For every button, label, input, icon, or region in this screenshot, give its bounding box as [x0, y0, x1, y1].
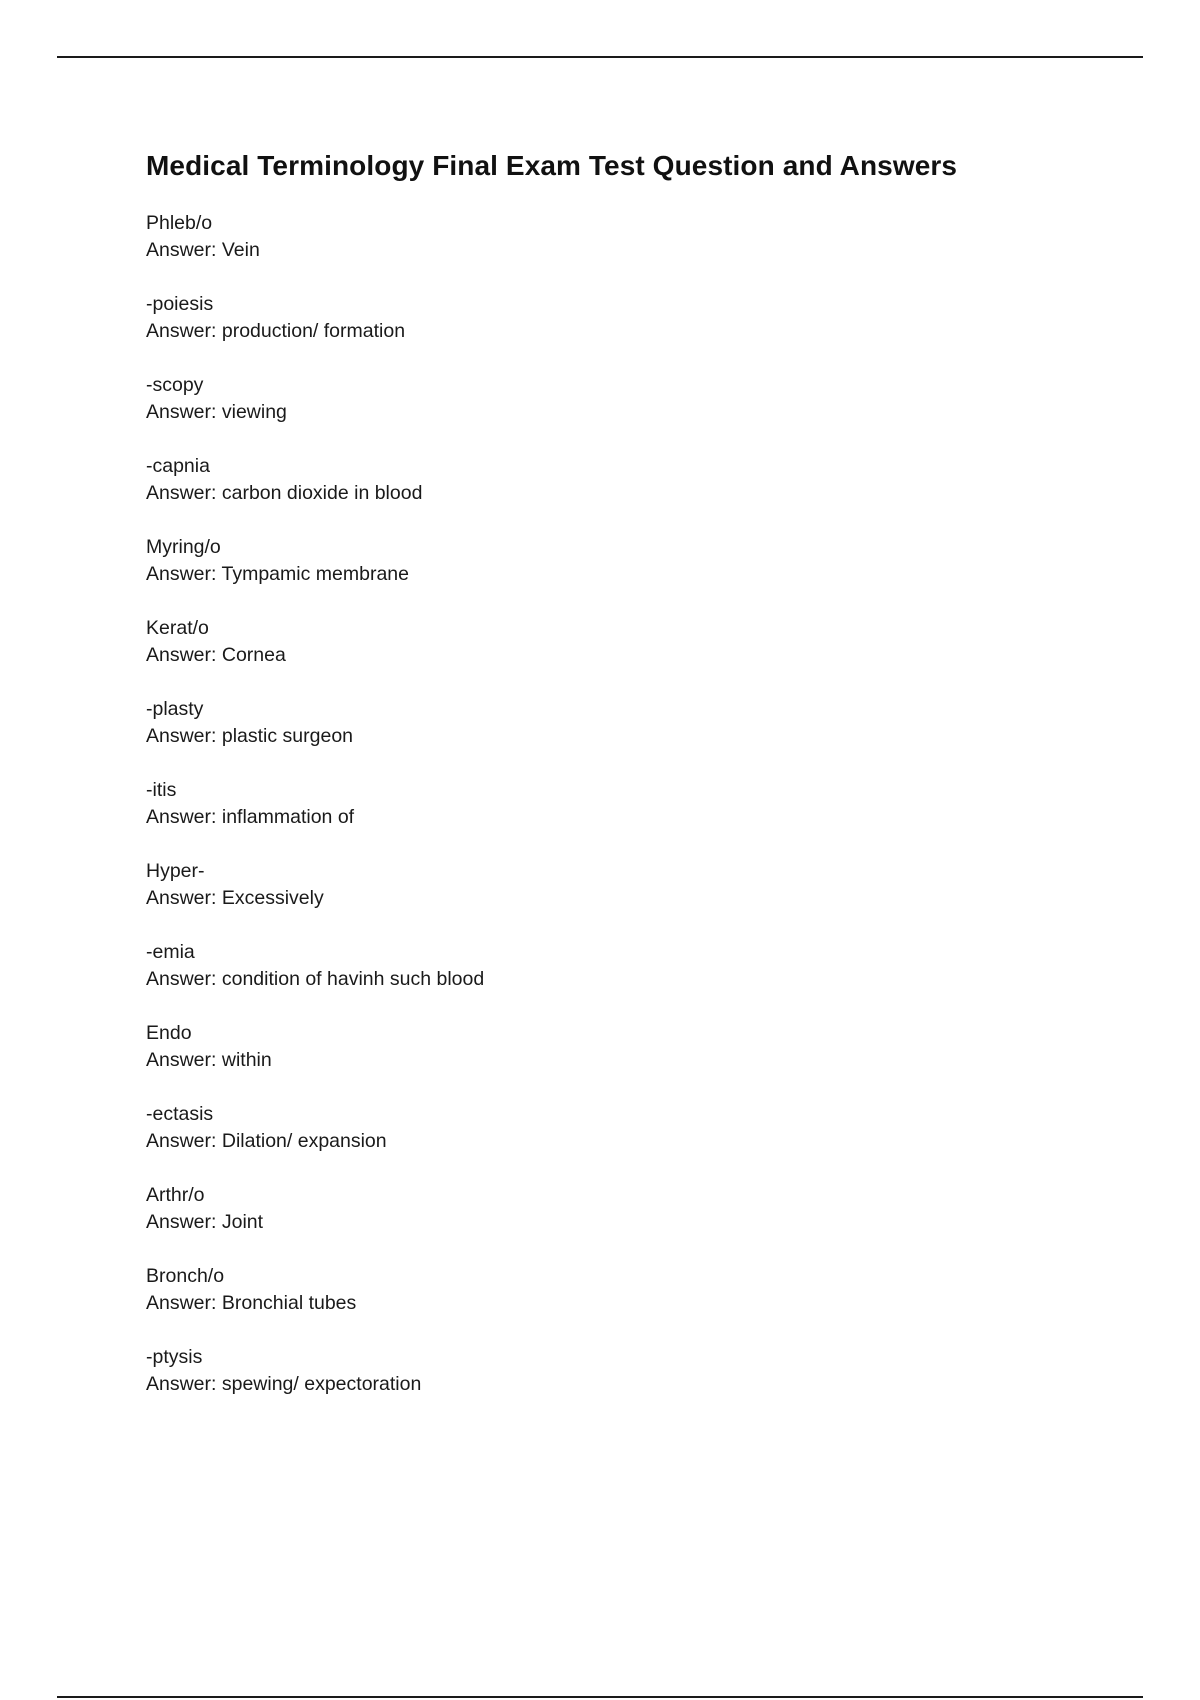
qa-item	[146, 291, 1106, 345]
qa-answer: Answer: inflammation of	[146, 806, 355, 828]
qa-item	[146, 696, 1106, 750]
qa-answer: Answer: Joint	[146, 1211, 264, 1233]
qa-answer: Answer: plastic surgeon	[146, 725, 354, 747]
qa-item	[146, 1263, 1106, 1317]
qa-answer: Answer: within	[146, 1049, 272, 1071]
qa-answer: Answer: Vein	[146, 239, 260, 261]
qa-term: -capnia	[146, 455, 210, 477]
document-title: Medical Terminology Final Exam Test Question and Answers	[146, 150, 958, 181]
qa-item	[146, 939, 1106, 993]
qa-term: Endo	[146, 1022, 192, 1044]
qa-list	[146, 210, 1106, 1398]
qa-item	[146, 1182, 1106, 1236]
qa-item	[146, 1101, 1106, 1155]
qa-term: -emia	[146, 941, 195, 963]
qa-item	[146, 210, 1106, 264]
qa-item	[146, 1344, 1106, 1398]
qa-item	[146, 615, 1106, 669]
qa-term: -ectasis	[146, 1103, 214, 1125]
qa-term: Bronch/o	[146, 1265, 225, 1287]
qa-term: Kerat/o	[146, 617, 209, 639]
qa-term: -scopy	[146, 374, 204, 396]
qa-item	[146, 858, 1106, 912]
qa-answer: Answer: Tympamic membrane	[146, 563, 409, 585]
qa-term: Myring/o	[146, 536, 221, 558]
qa-term: -poiesis	[146, 293, 214, 315]
footer-rule	[57, 1696, 1143, 1698]
qa-answer: Answer: production/ formation	[146, 320, 406, 342]
qa-answer: Answer: carbon dioxide in blood	[146, 482, 423, 504]
qa-answer: Answer: Cornea	[146, 644, 286, 666]
qa-term: Hyper-	[146, 860, 205, 882]
qa-answer: Answer: Excessively	[146, 887, 324, 909]
qa-item	[146, 534, 1106, 588]
qa-answer: Answer: Bronchial tubes	[146, 1292, 357, 1314]
qa-term: Arthr/o	[146, 1184, 205, 1206]
qa-answer: Answer: viewing	[146, 401, 287, 423]
qa-answer: Answer: condition of havinh such blood	[146, 968, 485, 990]
qa-term: -ptysis	[146, 1346, 203, 1368]
qa-item	[146, 453, 1106, 507]
header-rule	[57, 56, 1143, 58]
qa-term: -itis	[146, 779, 177, 801]
qa-term: Phleb/o	[146, 212, 213, 234]
qa-item	[146, 1020, 1106, 1074]
qa-answer: Answer: spewing/ expectoration	[146, 1373, 422, 1395]
qa-answer: Answer: Dilation/ expansion	[146, 1130, 387, 1152]
qa-term: -plasty	[146, 698, 204, 720]
qa-item	[146, 372, 1106, 426]
qa-item	[146, 777, 1106, 831]
document-content	[146, 146, 1106, 1425]
